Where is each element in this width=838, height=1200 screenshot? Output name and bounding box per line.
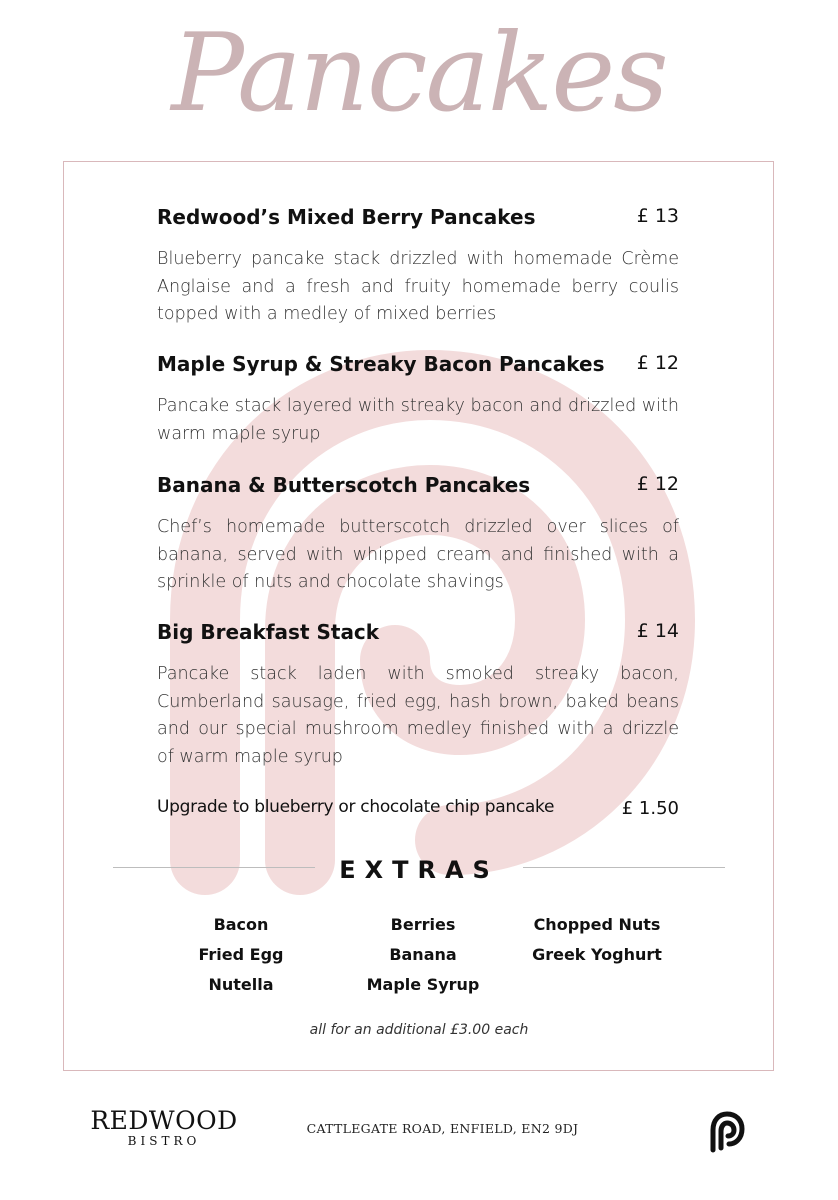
- item-name: Big Breakfast Stack: [157, 620, 380, 644]
- item-description: Blueberry pancake stack drizzled with homemade Crème Anglaise and a fresh and fruity homemade berry coulis topped with a medley of mixed berries: [157, 249, 679, 324]
- item-description: Pancake stack laden with smoked streaky bacon, Cumberland sausage, fried egg, hash brown, baked beans and our special mushroom medley finished with a drizzle of warm maple syrup: [157, 664, 679, 767]
- brand-subtitle: BISTRO: [127, 1134, 201, 1148]
- extras-column: [328, 913, 518, 1003]
- item-name: Maple Syrup & Streaky Bacon Pancakes: [157, 352, 605, 376]
- address: CATTLEGATE ROAD, ENFIELD, EN2 9DJ: [306, 1121, 579, 1136]
- item-name: Redwood’s Mixed Berry Pancakes: [157, 205, 536, 229]
- extras-column: [502, 913, 692, 973]
- extras-item: Bacon: [213, 915, 269, 934]
- brand-logo: [88, 1108, 240, 1148]
- extras-item: Fried Egg: [198, 945, 284, 964]
- upgrade-label: Upgrade to blueberry or chocolate chip pancake: [157, 797, 555, 817]
- item-description: Chef’s homemade butterscotch drizzled over slices of banana, served with whipped cream and finished with a sprinkle of nuts and chocolate shavings: [157, 517, 679, 592]
- brand-name: REDWOOD: [90, 1106, 238, 1135]
- item-description: Pancake stack layered with streaky bacon and drizzled with warm maple syrup: [157, 396, 679, 444]
- extras-item: Maple Syrup: [366, 975, 480, 994]
- extras-note: all for an additional £3.00 each: [309, 1022, 529, 1038]
- page-title: Pancakes: [171, 11, 667, 136]
- upgrade-price: £ 1.50: [621, 798, 679, 819]
- extras-item: Banana: [389, 945, 457, 964]
- redwood-swirl-icon: [704, 1108, 750, 1154]
- item-price: £ 12: [636, 473, 679, 495]
- extras-item: Nutella: [208, 975, 274, 994]
- item-name: Banana & Butterscotch Pancakes: [157, 473, 531, 497]
- item-price: £ 13: [636, 205, 679, 227]
- extras-item: Berries: [390, 915, 456, 934]
- item-price: £ 14: [636, 620, 679, 642]
- extras-heading: EXTRAS: [339, 856, 499, 884]
- extras-item: Greek Yoghurt: [532, 945, 662, 964]
- extras-column: [146, 913, 336, 1003]
- item-price: £ 12: [636, 352, 679, 374]
- extras-item: Chopped Nuts: [533, 915, 661, 934]
